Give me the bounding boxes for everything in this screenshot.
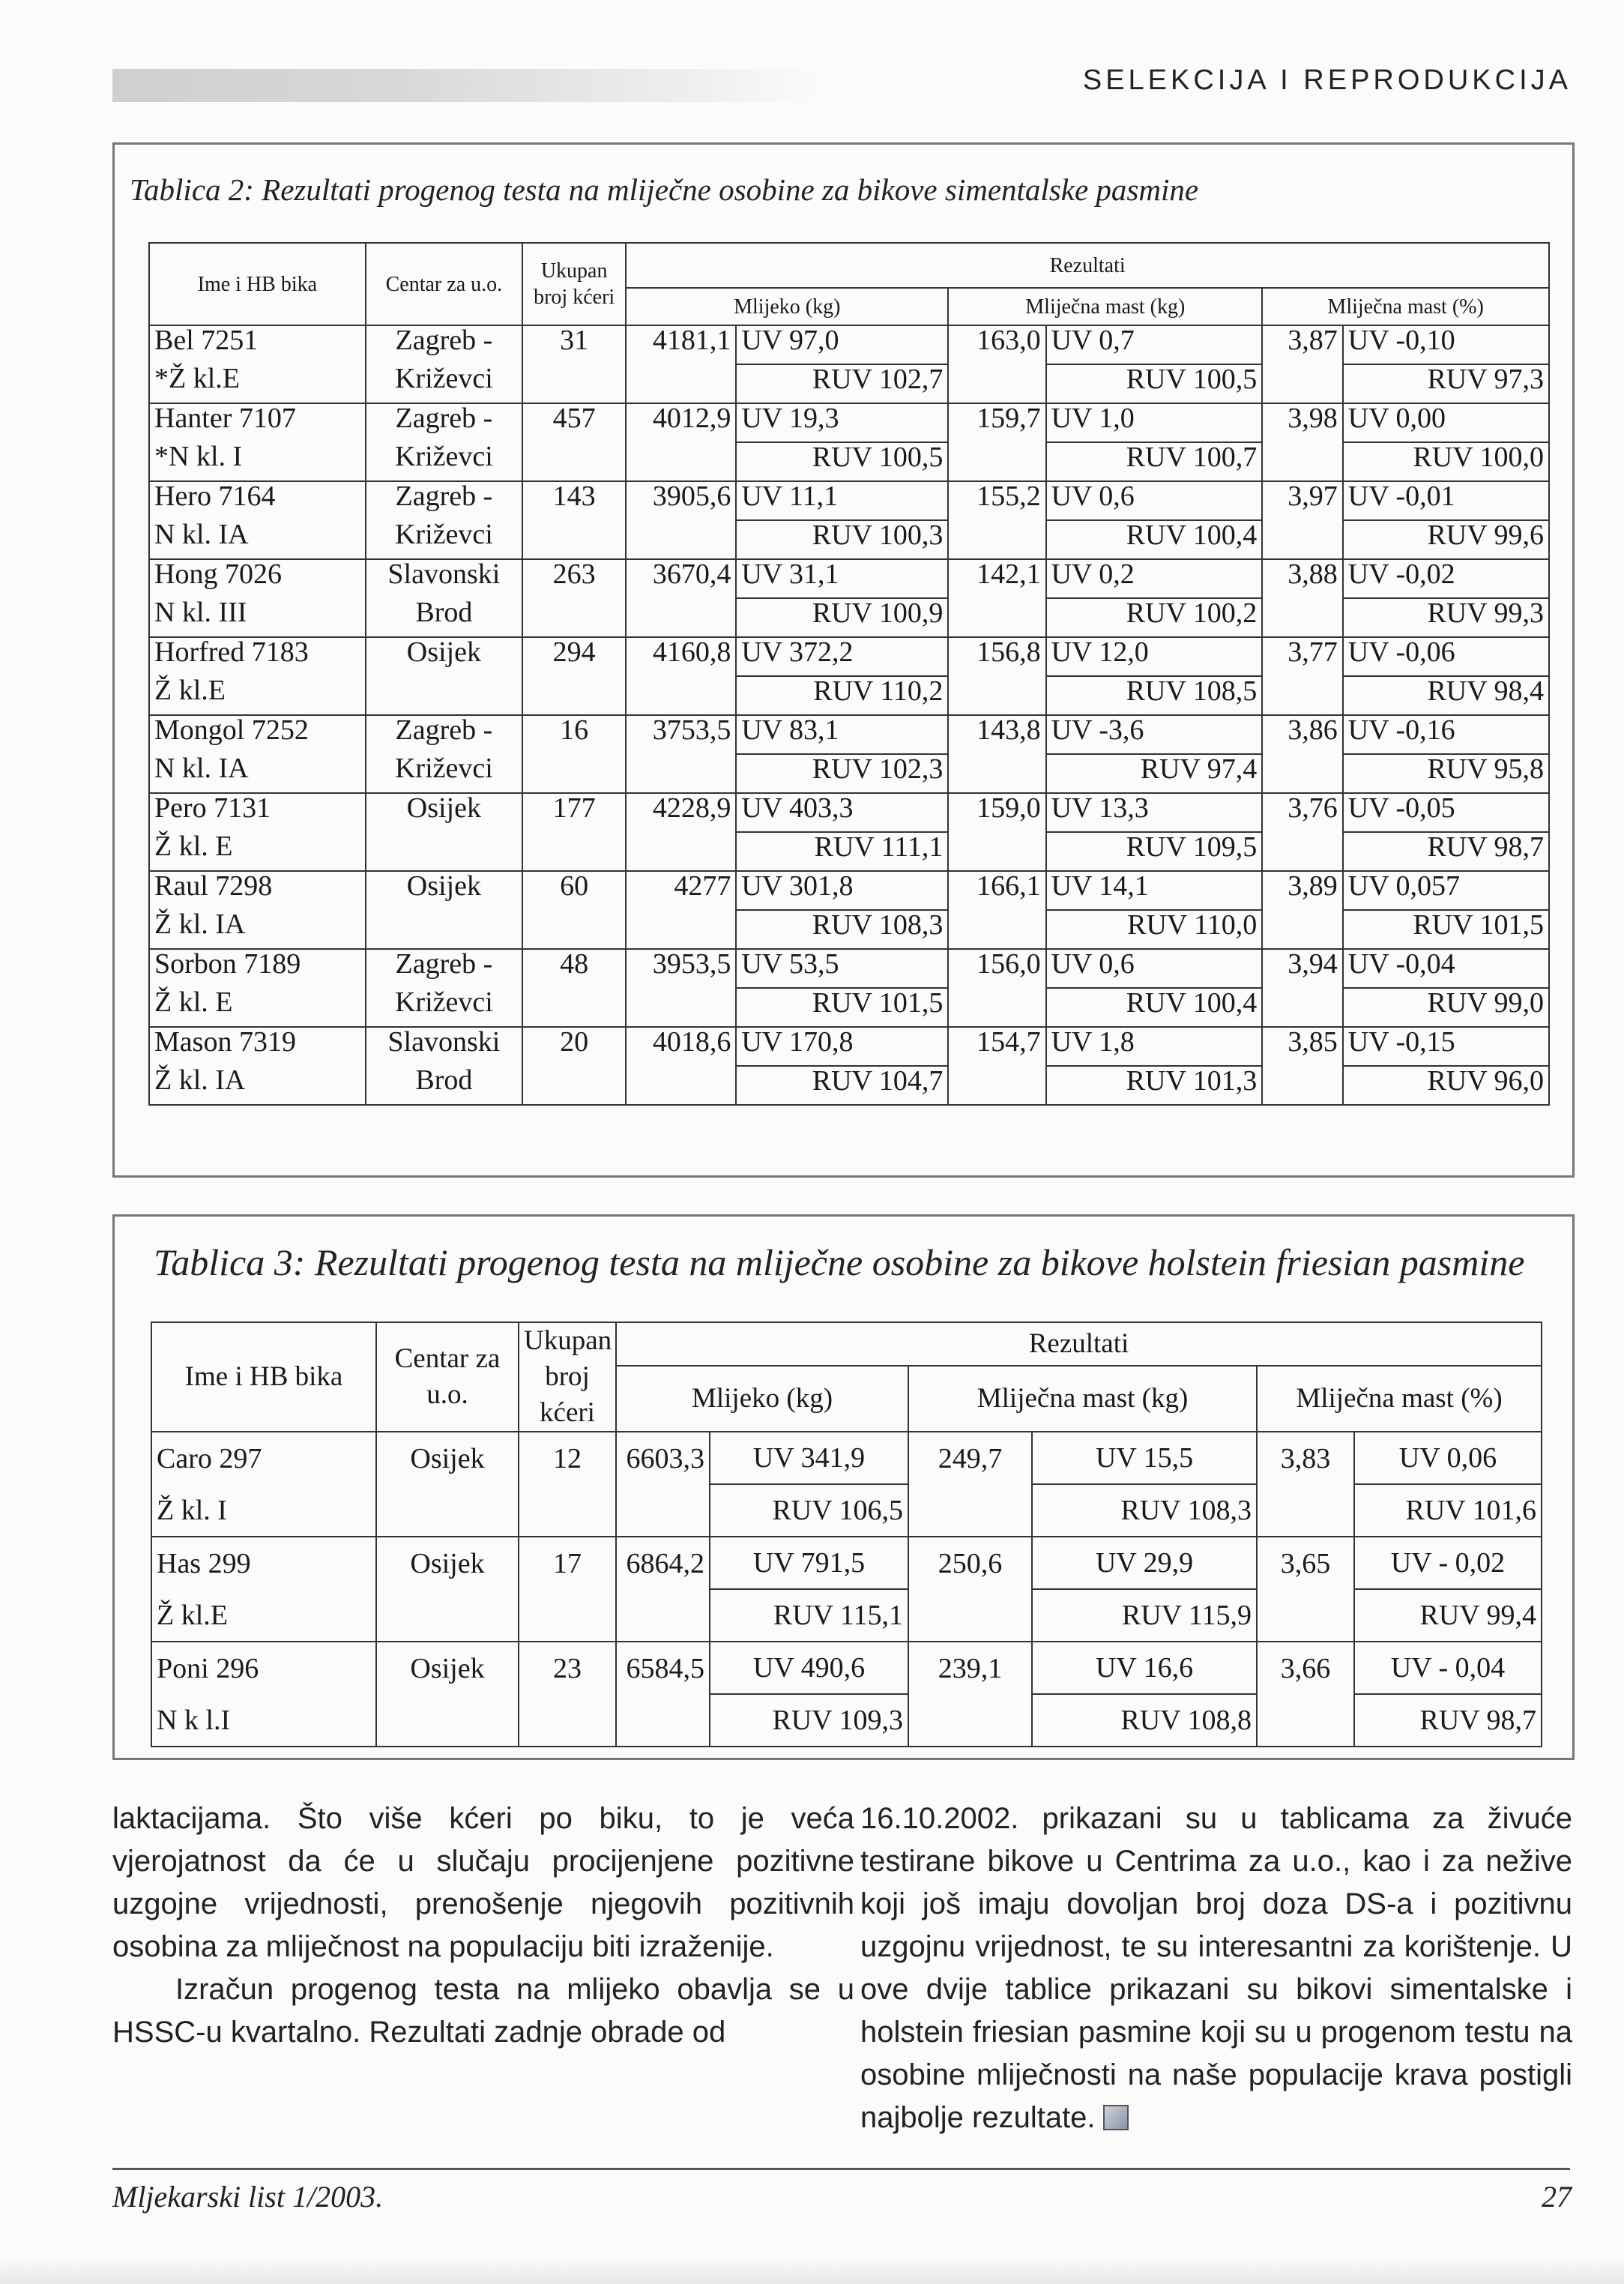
body-paragraph: Izračun progenog testa na mlijeko obavlja se u HSSC-u kvartalno. Rezultati zadnje obrade od [112, 1973, 854, 2049]
table2-fat-pct-ruv: RUV 95,8 [1343, 754, 1549, 793]
table2-fat-pct: 3,88 [1262, 559, 1343, 598]
table2-milk-ruv: RUV 104,7 [736, 1066, 948, 1105]
table2-center: Slavonski [366, 559, 522, 598]
table2-fat-kg: 156,8 [948, 637, 1045, 676]
body-column-right [860, 1798, 1572, 2139]
table3-fat-kg: 239,1 [908, 1642, 1032, 1694]
table3-frame [112, 1214, 1575, 1760]
table3-center: Osijek [376, 1537, 519, 1589]
table2-fat-pct-uv: UV -0,06 [1343, 637, 1549, 676]
table2-fat-pct-ruv: RUV 100,0 [1343, 442, 1549, 481]
table2-center: Slavonski [366, 1027, 522, 1066]
table2-milk-uv: UV 31,1 [736, 559, 948, 598]
table2-fat-pct: 3,87 [1262, 325, 1343, 364]
table2-fat-kg-uv: UV 1,8 [1046, 1027, 1263, 1066]
table2-center-line2: Brod [366, 1066, 522, 1105]
table2-row-b [149, 598, 1549, 637]
table2-row-a [149, 325, 1549, 364]
table2-milk-ruv: RUV 100,5 [736, 442, 948, 481]
table3-fat-pct-ruv: RUV 99,4 [1354, 1589, 1542, 1642]
table2-center: Osijek [366, 793, 522, 832]
table3-fat-pct-uv: UV - 0,02 [1354, 1537, 1542, 1589]
table2-row-b [149, 442, 1549, 481]
table3-fat-pct-ruv: RUV 101,6 [1354, 1484, 1542, 1537]
table2-row-a [149, 637, 1549, 676]
table2-fat-kg-ruv: RUV 100,5 [1046, 364, 1263, 403]
table2-milk: 3670,4 [626, 559, 736, 598]
table2-bull-name: Sorbon 7189 [149, 949, 366, 988]
table3-milk-ruv: RUV 115,1 [710, 1589, 908, 1642]
table2-fat-pct-uv: UV -0,16 [1343, 715, 1549, 754]
table2 [148, 242, 1550, 1106]
table2-fat-pct: 3,85 [1262, 1027, 1343, 1066]
table2-fat-kg: 143,8 [948, 715, 1045, 754]
table3-fat-pct-uv: UV - 0,04 [1354, 1642, 1542, 1694]
table2-header-milk: Mlijeko (kg) [626, 288, 948, 325]
table2-milk-uv: UV 83,1 [736, 715, 948, 754]
table3-header-fat-kg: Mliječna mast (kg) [908, 1366, 1257, 1432]
table2-bull-hb: Ž kl. IA [149, 910, 366, 949]
table2-fat-kg: 154,7 [948, 1027, 1045, 1066]
table2-milk: 3905,6 [626, 481, 736, 520]
table2-milk-ruv: RUV 100,9 [736, 598, 948, 637]
footer-rule [112, 2168, 1570, 2170]
table2-bull-name: Pero 7131 [149, 793, 366, 832]
table3-bull-name: Has 299 [151, 1537, 376, 1589]
table2-fat-pct-ruv: RUV 99,0 [1343, 988, 1549, 1027]
table3-row-a [151, 1537, 1542, 1589]
table3-header-daughters: Ukupan broj kćeri [519, 1322, 616, 1432]
table2-fat-kg-ruv: RUV 108,5 [1046, 676, 1263, 715]
table3-daughters: 23 [519, 1642, 616, 1694]
table2-daughters: 457 [522, 403, 626, 442]
table3-fat-kg-uv: UV 15,5 [1032, 1432, 1257, 1484]
table2-milk: 4181,1 [626, 325, 736, 364]
table3-fat-pct: 3,65 [1257, 1537, 1354, 1589]
table2-fat-pct-uv: UV -0,02 [1343, 559, 1549, 598]
table3-fat-kg: 249,7 [908, 1432, 1032, 1484]
table3-fat-kg: 250,6 [908, 1537, 1032, 1589]
table2-fat-kg-ruv: RUV 110,0 [1046, 910, 1263, 949]
table3-fat-kg-ruv: RUV 115,9 [1032, 1589, 1257, 1642]
table2-daughters: 31 [522, 325, 626, 364]
table2-bull-hb: Ž kl. E [149, 988, 366, 1027]
table3-center: Osijek [376, 1432, 519, 1484]
table2-bull-name: Mason 7319 [149, 1027, 366, 1066]
table3-fat-pct: 3,83 [1257, 1432, 1354, 1484]
journal-name: Mljekarski list 1/2003. [112, 2180, 384, 2214]
table2-fat-pct-uv: UV -0,10 [1343, 325, 1549, 364]
table2-milk-ruv: RUV 110,2 [736, 676, 948, 715]
table2-fat-pct: 3,89 [1262, 871, 1343, 910]
table3-bull-hb: N k l.I [151, 1694, 376, 1747]
table3-fat-pct-ruv: RUV 98,7 [1354, 1694, 1542, 1747]
table3-header-center: Centar za u.o. [376, 1322, 519, 1432]
table2-fat-pct: 3,94 [1262, 949, 1343, 988]
table2-milk-uv: UV 301,8 [736, 871, 948, 910]
table2-center: Zagreb - [366, 715, 522, 754]
body-paragraph: 16.10.2002. prikazani su u tablicama za živuće testirane bikove u Centrima za u.o., kao i za nežive koji još imaju dovoljan broj doza DS-a i pozitivnu uzgojnu vrijednost, te su interesantni za korištenje. U ove dvije tablice prikazani su bikovi simentalske i holstein friesian pasmine koji su u progenom testu na osobine mliječnosti na naše populacije krava postigli najbolje rezultate. [860, 1802, 1572, 2134]
table2-caption: Tablica 2: Rezultati progenog testa na mliječne osobine za bikove simentalske pasmine [130, 172, 1199, 207]
table3-bull-hb: Ž kl.E [151, 1589, 376, 1642]
table2-fat-kg: 156,0 [948, 949, 1045, 988]
table2-fat-kg-ruv: RUV 100,7 [1046, 442, 1263, 481]
table2-bull-name: Hero 7164 [149, 481, 366, 520]
table3-milk-ruv: RUV 106,5 [710, 1484, 908, 1537]
table2-daughters: 16 [522, 715, 626, 754]
table3-bull-hb: Ž kl. I [151, 1484, 376, 1537]
table2-fat-pct-ruv: RUV 96,0 [1343, 1066, 1549, 1105]
table3-body [151, 1432, 1542, 1747]
table2-bull-hb: *N kl. I [149, 442, 366, 481]
table2-row-b [149, 754, 1549, 793]
table2-fat-kg-ruv: RUV 109,5 [1046, 832, 1263, 871]
table2-row-a [149, 559, 1549, 598]
table2-center-line2: Križevci [366, 754, 522, 793]
table3-milk-uv: UV 791,5 [710, 1537, 908, 1589]
table2-milk-ruv: RUV 108,3 [736, 910, 948, 949]
table2-fat-kg-uv: UV -3,6 [1046, 715, 1263, 754]
table2-row-a [149, 481, 1549, 520]
table2-row-a [149, 793, 1549, 832]
table3-row-b [151, 1484, 1542, 1537]
table3-milk: 6864,2 [616, 1537, 710, 1589]
table2-daughters: 177 [522, 793, 626, 832]
table2-fat-kg-uv: UV 0,6 [1046, 949, 1263, 988]
table3-row-a [151, 1642, 1542, 1694]
table2-milk-uv: UV 170,8 [736, 1027, 948, 1066]
table3-milk: 6584,5 [616, 1642, 710, 1694]
section-title: SELEKCIJA I REPRODUKCIJA [1082, 64, 1572, 96]
table3-caption: Tablica 3: Rezultati progenog testa na mliječne osobine za bikove holstein friesian pasmine [154, 1241, 1525, 1283]
page-number: 27 [1542, 2180, 1572, 2214]
table2-row-b [149, 910, 1549, 949]
table3-bull-name: Poni 296 [151, 1642, 376, 1694]
table2-bull-hb: N kl. III [149, 598, 366, 637]
table2-bull-name: Bel 7251 [149, 325, 366, 364]
table2-fat-kg-uv: UV 12,0 [1046, 637, 1263, 676]
table2-bull-name: Mongol 7252 [149, 715, 366, 754]
table2-fat-pct: 3,86 [1262, 715, 1343, 754]
table2-fat-pct: 3,97 [1262, 481, 1343, 520]
table2-milk-uv: UV 53,5 [736, 949, 948, 988]
table2-center-line2 [366, 832, 522, 871]
table2-center: Zagreb - [366, 325, 522, 364]
table2-fat-pct-uv: UV -0,04 [1343, 949, 1549, 988]
table2-fat-kg-ruv: RUV 101,3 [1046, 1066, 1263, 1105]
table2-row-a [149, 1027, 1549, 1066]
table2-milk: 4277 [626, 871, 736, 910]
table2-fat-kg-uv: UV 0,6 [1046, 481, 1263, 520]
table2-center: Zagreb - [366, 481, 522, 520]
table3-header-fat-pct: Mliječna mast (%) [1257, 1366, 1542, 1432]
table2-bull-name: Horfred 7183 [149, 637, 366, 676]
table2-fat-pct-uv: UV 0,057 [1343, 871, 1549, 910]
table2-milk: 4228,9 [626, 793, 736, 832]
table2-fat-kg-uv: UV 0,2 [1046, 559, 1263, 598]
table3-center: Osijek [376, 1642, 519, 1694]
table2-header-fat-kg: Mliječna mast (kg) [948, 288, 1262, 325]
table2-body [149, 325, 1549, 1105]
table2-bull-hb: N kl. IA [149, 520, 366, 559]
table3-fat-kg-uv: UV 29,9 [1032, 1537, 1257, 1589]
table2-fat-kg: 166,1 [948, 871, 1045, 910]
table2-center-line2 [366, 676, 522, 715]
table2-fat-pct: 3,98 [1262, 403, 1343, 442]
table2-milk-uv: UV 372,2 [736, 637, 948, 676]
table2-row-a [149, 871, 1549, 910]
table3-milk-uv: UV 341,9 [710, 1432, 908, 1484]
table2-milk: 3953,5 [626, 949, 736, 988]
table2-milk: 4018,6 [626, 1027, 736, 1066]
table2-milk-uv: UV 19,3 [736, 403, 948, 442]
table2-fat-kg-ruv: RUV 100,2 [1046, 598, 1263, 637]
table2-fat-kg-ruv: RUV 97,4 [1046, 754, 1263, 793]
table3-milk-uv: UV 490,6 [710, 1642, 908, 1694]
table3-header-milk: Mlijeko (kg) [616, 1366, 908, 1432]
table2-fat-kg-uv: UV 1,0 [1046, 403, 1263, 442]
table2-center-line2: Križevci [366, 364, 522, 403]
table2-center: Osijek [366, 637, 522, 676]
table2-bull-hb: Ž kl. IA [149, 1066, 366, 1105]
table3-fat-kg-ruv: RUV 108,3 [1032, 1484, 1257, 1537]
table2-row-b [149, 988, 1549, 1027]
table2-fat-pct-uv: UV -0,15 [1343, 1027, 1549, 1066]
table2-header-daughters: Ukupan broj kćeri [522, 243, 626, 325]
table2-fat-kg: 142,1 [948, 559, 1045, 598]
table2-fat-pct-ruv: RUV 98,4 [1343, 676, 1549, 715]
table2-bull-hb: Ž kl. E [149, 832, 366, 871]
table3-header-results: Rezultati [616, 1322, 1542, 1366]
header-band [112, 69, 824, 102]
table2-fat-kg: 163,0 [948, 325, 1045, 364]
table2-row-a [149, 949, 1549, 988]
table2-fat-pct-uv: UV -0,05 [1343, 793, 1549, 832]
table2-fat-pct-ruv: RUV 99,6 [1343, 520, 1549, 559]
table2-milk: 4012,9 [626, 403, 736, 442]
table2-milk-ruv: RUV 102,3 [736, 754, 948, 793]
table2-fat-pct-uv: UV 0,00 [1343, 403, 1549, 442]
table3-fat-pct: 3,66 [1257, 1642, 1354, 1694]
table2-fat-pct: 3,77 [1262, 637, 1343, 676]
table2-fat-pct-ruv: RUV 101,5 [1343, 910, 1549, 949]
table2-milk-uv: UV 97,0 [736, 325, 948, 364]
table2-bull-hb: N kl. IA [149, 754, 366, 793]
table2-row-b [149, 676, 1549, 715]
table2-daughters: 60 [522, 871, 626, 910]
table2-milk-ruv: RUV 102,7 [736, 364, 948, 403]
table2-daughters: 20 [522, 1027, 626, 1066]
table2-center-line2: Križevci [366, 520, 522, 559]
table2-fat-kg: 155,2 [948, 481, 1045, 520]
table2-center: Zagreb - [366, 949, 522, 988]
table2-milk-uv: UV 11,1 [736, 481, 948, 520]
table3-daughters: 17 [519, 1537, 616, 1589]
table2-center-line2: Križevci [366, 988, 522, 1027]
scan-edge [0, 2256, 1624, 2284]
table2-bull-hb: *Ž kl.E [149, 364, 366, 403]
table2-fat-pct-ruv: RUV 99,3 [1343, 598, 1549, 637]
table2-daughters: 143 [522, 481, 626, 520]
table3-row-b [151, 1589, 1542, 1642]
table3-row-a [151, 1432, 1542, 1484]
table2-row-a [149, 403, 1549, 442]
table2-row-b [149, 1066, 1549, 1105]
table3-fat-kg-uv: UV 16,6 [1032, 1642, 1257, 1694]
table2-center: Zagreb - [366, 403, 522, 442]
table2-milk-ruv: RUV 111,1 [736, 832, 948, 871]
table2-fat-pct-ruv: RUV 98,7 [1343, 832, 1549, 871]
table3-row-b [151, 1694, 1542, 1747]
table3-milk-ruv: RUV 109,3 [710, 1694, 908, 1747]
table2-fat-pct: 3,76 [1262, 793, 1343, 832]
table2-bull-name: Hong 7026 [149, 559, 366, 598]
table2-center-line2: Križevci [366, 442, 522, 481]
table2-fat-kg-uv: UV 0,7 [1046, 325, 1263, 364]
table2-daughters: 48 [522, 949, 626, 988]
table2-fat-kg-uv: UV 13,3 [1046, 793, 1263, 832]
article-end-icon [1103, 2105, 1129, 2130]
table2-header-center: Centar za u.o. [366, 243, 522, 325]
table2-milk-uv: UV 403,3 [736, 793, 948, 832]
table2-daughters: 294 [522, 637, 626, 676]
table2-fat-pct-uv: UV -0,01 [1343, 481, 1549, 520]
table2-row-b [149, 520, 1549, 559]
table2-row-a [149, 715, 1549, 754]
table2-fat-kg: 159,7 [948, 403, 1045, 442]
table2-bull-name: Hanter 7107 [149, 403, 366, 442]
body-paragraph: laktacijama. Što više kćeri po biku, to je veća vjerojatnost da će u slučaju procijenjene pozitivne uzgojne vrijednosti, prenošenje njegovih pozitivnih osobina za mliječnost na populaciju biti izraženije. [112, 1802, 854, 1963]
table2-center-line2 [366, 910, 522, 949]
table2-bull-hb: Ž kl.E [149, 676, 366, 715]
table3 [151, 1322, 1542, 1747]
table2-fat-pct-ruv: RUV 97,3 [1343, 364, 1549, 403]
table3-fat-pct-uv: UV 0,06 [1354, 1432, 1542, 1484]
table3-fat-kg-ruv: RUV 108,8 [1032, 1694, 1257, 1747]
table2-header-name: Ime i HB bika [149, 243, 366, 325]
table2-milk-ruv: RUV 101,5 [736, 988, 948, 1027]
table2-fat-kg-ruv: RUV 100,4 [1046, 988, 1263, 1027]
table2-row-b [149, 832, 1549, 871]
table2-milk: 3753,5 [626, 715, 736, 754]
table3-header-name: Ime i HB bika [151, 1322, 376, 1432]
table2-fat-kg-uv: UV 14,1 [1046, 871, 1263, 910]
table2-daughters: 263 [522, 559, 626, 598]
table2-center-line2: Brod [366, 598, 522, 637]
table2-milk-ruv: RUV 100,3 [736, 520, 948, 559]
table2-milk: 4160,8 [626, 637, 736, 676]
body-column-left [112, 1798, 854, 2054]
table2-fat-kg-ruv: RUV 100,4 [1046, 520, 1263, 559]
table3-daughters: 12 [519, 1432, 616, 1484]
table2-bull-name: Raul 7298 [149, 871, 366, 910]
table2-row-b [149, 364, 1549, 403]
table2-fat-kg: 159,0 [948, 793, 1045, 832]
table2-center: Osijek [366, 871, 522, 910]
table2-frame [112, 142, 1575, 1178]
table2-header-results: Rezultati [626, 243, 1549, 288]
table3-milk: 6603,3 [616, 1432, 710, 1484]
table3-bull-name: Caro 297 [151, 1432, 376, 1484]
table2-header-fat-pct: Mliječna mast (%) [1262, 288, 1549, 325]
